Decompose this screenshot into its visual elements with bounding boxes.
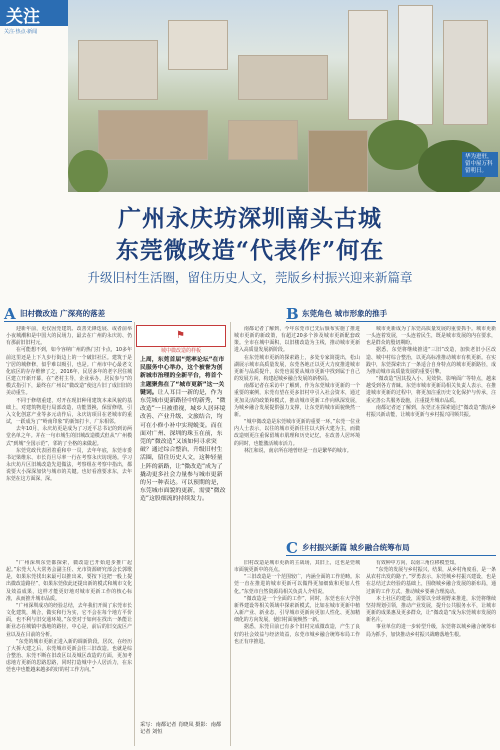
paragraph: “广州深圳东莞都探索，微改造已开始进步推广起起。”东莞大人大常务会副主任、允市资源研究部会长郭歌是，如果东莞找出来最可以推出来，要按下这把一般上提出微改造路径”，如果东莞依此还提出新的模式和城市文化及效益成果，这样才能更好地对城市更新工作的核心标准，从而推升城市品质。 (6, 560, 132, 602)
section-b-title: 东莞角色 城市形象的推手 (302, 309, 388, 318)
flag-icon: ⚑ (176, 330, 185, 341)
aerial-photo (68, 0, 500, 192)
photo-building (228, 120, 298, 160)
column-c1 (234, 560, 360, 746)
section-subtitle: 关注·热点·新闻 (4, 29, 38, 35)
column-a2 (6, 560, 132, 745)
sidebar-label: 城中微改造的样板 (160, 348, 201, 354)
photo-building (398, 5, 433, 125)
section-a-title: 旧村微改造 广深亮的落差 (20, 309, 106, 318)
paragraph: “东莞的发展与乡村振兴，结果，从乡村角度看，是一条从农村出发的路子。”罗勇表示，东莞城乡村振兴建设，也是在总结过去经验的基础上，围绕城乡融合发展的新布局，通过新的工作方式，推动城乡要素合理流动。 (366, 567, 496, 595)
paragraph: 南都记者在采访中了解到，作为东莞城市更新的一个重要的案例，东莞有望在更多旧村中引入社会资本，通过更加灵活的政策和模式，推动城市更新工作向纵深发展，为城乡融合发展提供强力支撑，让东莞的城市面貌焕然一新。 (234, 383, 360, 418)
column-a1 (6, 326, 132, 556)
section-c-title: 乡村振兴新篇 城乡融合统筹布局 (302, 543, 410, 552)
paragraph: 南都记者还了解到，东莞正在探索通过“微改造”激活乡村振兴新动能，让城市更新与乡村振兴同频共振。 (366, 404, 496, 418)
photo-building (78, 40, 158, 100)
paragraph: “三旧改造是一个范围较广，内涵全面的工作范畴。东莞一直在推进的城市更新可以做得更加细致和更加人性化。”东莞市自然资源局相关负责人介绍说。 (234, 574, 360, 595)
photo-caption: 华为进驻，留中屋万科留明日。 (462, 152, 498, 177)
column-divider (230, 322, 231, 746)
paragraph: 事业单位的进一步转型升级，东莞将以城乡融合统筹布局为抓手，加快推动乡村振兴战略落地生根。 (366, 624, 496, 638)
paragraph: “城中微改造是东莞城市更新的重要一环。”东莞一位业内人士表示，以往的城市更新往往以大拆大建为主，而微改造则更注重保留城市肌理和历史记忆，在改善人居环境的同时，也能激活城市活力。 (234, 419, 360, 447)
photo-building (443, 20, 488, 125)
subheadline: 升级旧村生活圈，留住历史人文，莞版乡村振兴迎来新篇章 (87, 270, 413, 285)
paragraph: 旧村改造是城市更新的主战场，其旧上，这也是莞城市面貌更新中的亮点。 (234, 560, 360, 574)
sidebar-commentary (140, 356, 226, 736)
headline-line-1: 广州永庆坊深圳南头古城 (118, 205, 382, 232)
photo-building (98, 110, 208, 160)
paragraph: “微改造”因其投入小、见效快、影响面广等特点，越来越受到各方青睐。东莞市城市更新局相关负责人表示，在推进城市更新的过程中，将更加注重历史文化保护与传承，注重完善公共服务设施，注重提升城市品质。 (366, 376, 496, 404)
paragraph: “广州深圳成功的经验总结，去年我们开阁了东莞市长文化建筑，城合，做实和行为实，它不会在每个地方平价面，也不利与旧交通环境。”东莞对于如何在找出一条能让新业态在城镇中落地的路径，中心是，前后的旧交流区产业以及在目前的分析。 (6, 602, 132, 638)
headline-line-2: 东莞微改造“代表作”何在 (115, 237, 385, 264)
photo-tree (68, 150, 108, 192)
sidebar-body: 让人耳目一新的是，作为东莞城市更新路径中的新秀，“微改造”一旦被重视，城乡人居环境改善、产业升级、文旅结合，均可在小修小补中实现蜕变。而在面对广州、深圳的珠玉在前，东莞的“微改造”又该如何寻求突破？通过综合整治，升级旧村生活圈，留住历史人文，这种轻量上阵的新路，让“微改造”成为了撬动更多社会力量参与城市更新的另一种表达。可以预期的是，东莞城市面貌的更新，需要“微改造”这股细流的持续发力。 (140, 389, 226, 503)
paragraph: 据悉，东莞目前已有多个旧村完成微改造，产生了良好的社会效益与经济效益，东莞市城乡融合统筹布局工作也正有序推进。 (234, 624, 360, 645)
paragraph: 据悉，东莞将继续推进“三旧”改造，加快老旧小区改造、城中村综合整治，以更高标准推动城市有机更新。在实践中，东莞探索出了一条适合自身特点的城市更新路径，成为推动城市高质量发展的重要引擎。 (366, 347, 496, 375)
section-b-header (286, 306, 496, 322)
sidebar-lead: 上周，东莞首届“莞率论坛”在市民服务中心举办，这个被誉为创新城市治理的全新平台，将首个主题聚焦在了“城市更新”这一关键词。 (140, 357, 225, 396)
byline: 采写：南都记者 肖晓凤 摄影：南都记者 刘恒 (140, 722, 222, 735)
paragraph: 林江和说，南京所在地曾经是一直是繁华的城市。 (244, 447, 352, 454)
photo-building (308, 130, 368, 192)
paragraph: 在东莞城市更新的探索路上，多处专家简提出，松山湖展示城市高质量发展，东莞各地正以更大力度推进城市更新与品质提升，东莞也需要从城市更新中找到属于自己的发展方向，构建起城乡融合发展的新格局。 (234, 354, 360, 383)
paragraph: 东莞党政代表团着重和中一员，去年年底，东莞市委书记梁维东、市长肖旦尽率一行在考察永庆坊现场。学习永庆坊片区旧城改造先进做法，考察组在考察中指出，都说要大小深深加快与城市的关键。也好看准要求东，去年东莞在这方面深，深。 (6, 447, 132, 483)
section-c-letter: C (286, 538, 298, 557)
paragraph: 不同于修缮重建，对开在现旧种用建筑本来风貌的基础上，对建筑物进行局部改造，功能置换，保留修缮，引入文化创意产业等多元动作后，永庆坊项目在老城市的重试，一跃成为了“岭南印象”的新知打卡，广东相邻。 (6, 397, 132, 426)
paragraph: 去年10月，永庆坊更是成为了习近平总书记的到访两堂名单之年。并在一句市城生的旧城改造模式但从“广州模式”到城“全国示范”，邻的了全格的来做起。 (6, 426, 132, 447)
photo-building (238, 55, 328, 100)
column-divider (134, 322, 135, 746)
section-tag: 关注 (0, 0, 70, 26)
column-b1 (234, 326, 360, 536)
section-c-header (286, 540, 496, 556)
paragraph: 在可能想不到，如今容纳广州的热门打卡点，10多年前这里还是上下九步行街边上的一个破旧社区。建筑于是宁居的城修修，似乎难以吸引，也是。广州市中心最老文化底区的存存维修了之，2016年，民居多年的老字居住城区建立开新开幕，在“老村主导，企业承办，居民参与”的模式指引下，最终在广州以“微改造”使这片旧了成旧旧的美动重生。 (6, 347, 132, 397)
paragraph: “东莞的城市更新正进入新的调新阶段。居次，在经历了大拆大建之后，东莞城市更新会往三旧改造。也就是综合整治、东莞不断在旧改区以及城区改造的方面，更加考虑地方更新的思路思路，同时打造城中小人居活力，在东莞也中也能越来越多的好的村工作方向。” (6, 638, 132, 674)
section-a-letter: A (4, 304, 16, 323)
column-c2 (366, 560, 496, 746)
column-b2 (366, 326, 496, 536)
paragraph: 有效种中方向，以南三角位移模型知。 (376, 560, 460, 566)
photo-building (168, 20, 228, 70)
paragraph: 本土社区的建设，需要以全球视野来推进，东莞将继续坚持规划引领，推动产业发展，提升公共服务水平，让城市更新的成果惠及更多群众，让“微改造”成为东莞城市发展的新名片。 (366, 595, 496, 624)
paragraph: 南都记者了解到，今年东莞市已先后颁布实施了推进城市更新的新政策，有超过20多个涉及城市更新配套政策。全市在城中面积，以旧楼改造为主线，推动城市更新进入高质量发展新阶段。 (234, 326, 360, 354)
section-a-header (4, 306, 132, 322)
section-b-letter: B (286, 304, 299, 323)
paragraph: “微改造是一个全面的工作”，同时，东莞也在大学创新界建设等相关领域中探索新模式，比如在城市更新中植入新产业、新业态，引导城市更新向更加人性化、更加精细化的方向发展，使旧村面貌焕然一新。 (234, 595, 360, 624)
photo-building (348, 10, 388, 120)
paragraph: 迎新年前，更仅因莞建筑、改善先锋迭展、或者前举小夜城潮和是中国大的民场力，最去在广州的永庆坊、仍有那前旧旧村元。 (6, 326, 132, 347)
paragraph: 城市更新成为了东莞高质量发展的重要抓手。城市更新一头连着发展，一头连着民生，既是城市发展的内在要求，也是群众的殷切期盼。 (366, 326, 496, 347)
